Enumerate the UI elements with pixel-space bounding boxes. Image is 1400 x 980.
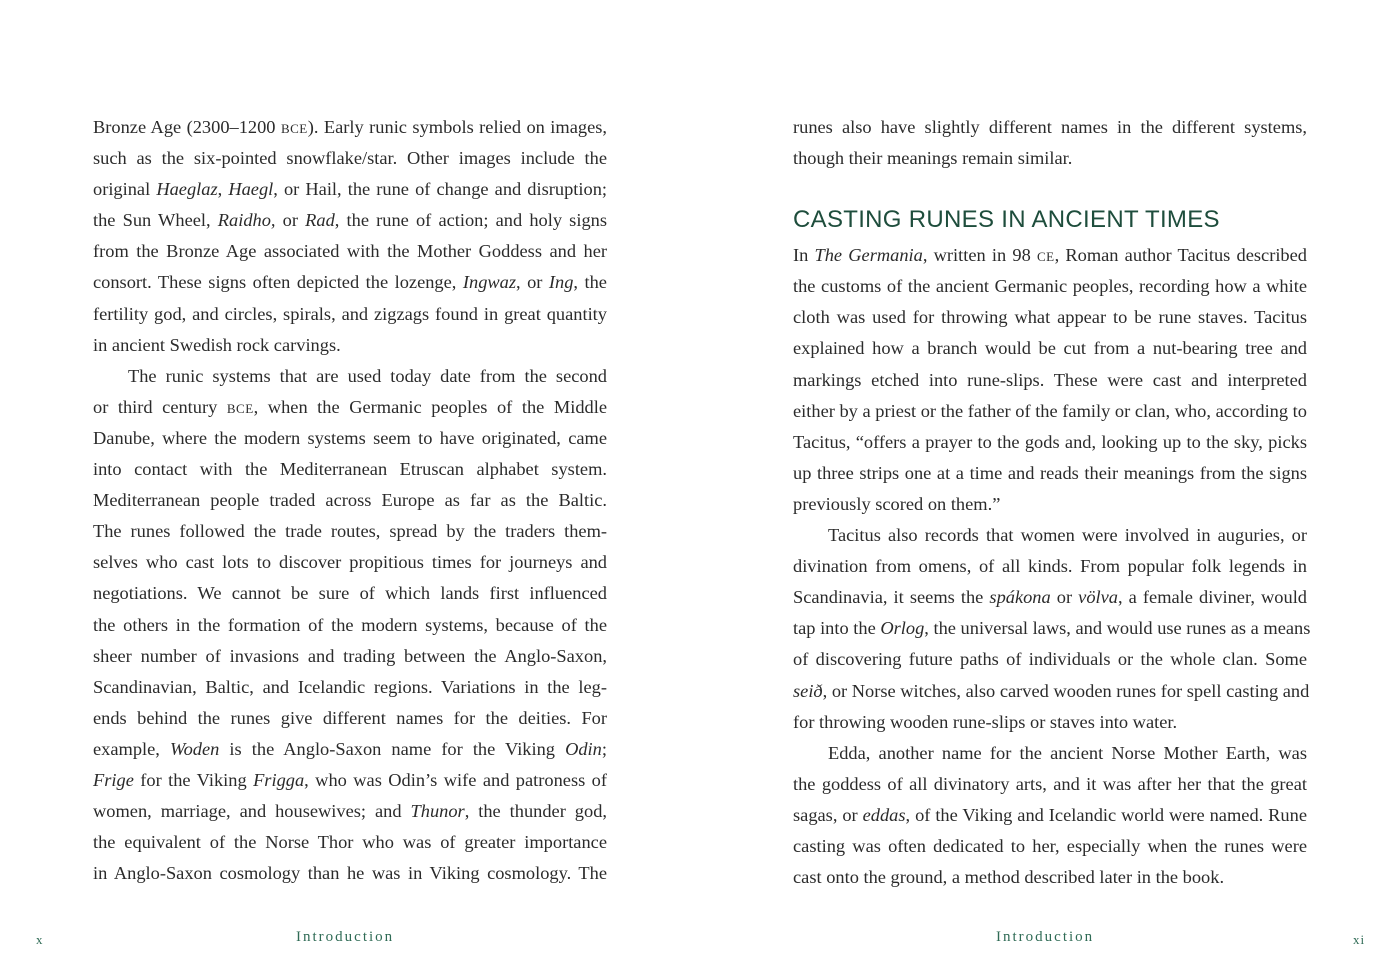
right-body-text [793, 112, 1311, 893]
right-text-line: tap into the Orlog, the universal laws, and would use runes as a means [793, 618, 1311, 639]
italic-term: Frigga [253, 769, 305, 790]
left-text-line: example, Woden is the Anglo-Saxon name for the Viking Odin; [93, 738, 607, 759]
right-text-line: Scandinavia, it seems the spákona or völva, a female diviner, would [793, 587, 1308, 608]
left-body-text [93, 112, 607, 889]
left-text-line: consort. These signs often depicted the lozenge, Ingwaz, or Ing, the [93, 272, 607, 293]
left-text-line: in Anglo-Saxon cosmology than he was in Viking cosmology. The [93, 863, 607, 884]
right-text-line: for throwing wooden rune-slips or staves into water. [793, 711, 1178, 732]
right-text-line: divination from omens, of all kinds. From popular folk legends in [793, 556, 1307, 577]
right-page [700, 0, 1400, 980]
italic-term: Odin [565, 738, 602, 759]
right-text-line: Tacitus also records that women were involved in auguries, or [828, 525, 1307, 546]
left-text-line: fertility god, and circles, spirals, and zigzags found in great quantity [93, 303, 607, 324]
right-text-line: seið, or Norse witches, also carved wooden runes for spell casting and [793, 680, 1310, 701]
italic-term: Woden [169, 738, 220, 759]
italic-term: Ing [548, 272, 574, 293]
era-abbreviation: ce [1036, 245, 1055, 266]
italic-term: Haegl [228, 179, 274, 200]
left-running-footer: Introduction [296, 929, 395, 945]
left-text-line: The runes followed the trade routes, spread by the traders them- [93, 521, 607, 542]
italic-term: spákona [989, 587, 1051, 608]
right-text-line: up three strips one at a time and reads their meanings from the signs [793, 462, 1307, 483]
left-text-line: the equivalent of the Norse Thor who was of greater importance [93, 832, 607, 853]
left-text-line: Danube, where the modern systems seem to have originated, came [93, 427, 607, 448]
left-text-line: women, marriage, and housewives; and Thunor, the thunder god, [93, 801, 607, 822]
right-text-line: markings etched into rune-slips. These were cast and interpreted [793, 369, 1307, 390]
italic-term: Ingwaz [462, 272, 517, 293]
left-text-line: selves who cast lots to discover propitious times for journeys and [93, 552, 607, 573]
left-text-line: into contact with the Mediterranean Etruscan alphabet system. [93, 459, 607, 480]
right-running-footer: Introduction [996, 929, 1095, 945]
right-text-line: cloth was used for throwing what appear to be rune staves. Tacitus [793, 307, 1307, 328]
left-text-line: negotiations. We cannot be sure of which lands first influenced [93, 583, 607, 604]
right-text-line: In The Germania, written in 98 ce, Roman author Tacitus described [793, 245, 1307, 266]
right-text-line: Tacitus, “offers a prayer to the gods and, looking up to the sky, picks [793, 431, 1307, 452]
italic-term: Frige [93, 769, 134, 790]
left-text-line: or third century bce, when the Germanic peoples of the Middle [93, 396, 607, 417]
right-text-line: casting was often dedicated to her, especially when the runes were [793, 835, 1307, 856]
right-text-line: runes also have slightly different names in the different systems, [793, 117, 1307, 137]
right-section-body [793, 240, 1311, 893]
italic-term: Haeglaz [156, 179, 218, 200]
left-text-line: Scandinavian, Baltic, and Icelandic regions. Variations in the leg- [93, 676, 607, 697]
right-text-line: cast onto the ground, a method described later in the book. [793, 867, 1225, 888]
italic-term: Orlog [880, 618, 925, 639]
era-abbreviation: bce [226, 396, 254, 417]
right-text-line: sagas, or eddas, of the Viking and Icelandic world were named. Rune [793, 804, 1307, 825]
italic-term: seið [793, 680, 823, 701]
right-text-line: Edda, another name for the ancient Norse Mother Earth, was [828, 742, 1307, 763]
right-text-line: of discovering future paths of individuals or the whole clan. Some [793, 649, 1307, 670]
right-text-line: explained how a branch would be cut from a nut-bearing tree and [793, 338, 1307, 359]
right-text-line: the customs of the ancient Germanic peoples, recording how a white [793, 276, 1307, 297]
italic-term: Thunor [410, 801, 465, 822]
left-text-line: the Sun Wheel, Raidho, or Rad, the rune of action; and holy signs [93, 210, 607, 231]
left-text-line: original Haeglaz, Haegl, or Hail, the rune of change and disruption; [93, 179, 607, 200]
left-text-line: Mediterranean people traded across Europe as far as the Baltic. [93, 490, 607, 511]
right-text-line: either by a priest or the father of the family or clan, who, according to [793, 400, 1307, 421]
italic-term: völva [1078, 587, 1118, 608]
left-text-line: in ancient Swedish rock carvings. [93, 334, 341, 355]
left-text-line: from the Bronze Age associated with the Mother Goddess and her [93, 241, 607, 262]
right-continued-paragraph [793, 112, 1307, 174]
left-text-line: Frige for the Viking Frigga, who was Odin’s wife and patroness of [93, 769, 607, 790]
left-text-line: such as the six-pointed snowflake/star. Other images include the [93, 148, 607, 169]
left-text-line: ends behind the runes give different names for the deities. For [93, 707, 607, 728]
left-text-line: Bronze Age (2300–1200 bce). Early runic symbols relied on images, [93, 117, 608, 137]
left-text-line: The runic systems that are used today date from the second [128, 365, 607, 386]
left-text-line: the others in the formation of the modern systems, because of the [93, 614, 607, 635]
italic-term: Raidho, [217, 210, 276, 231]
section-heading: CASTING RUNES IN ANCIENT TIMES [793, 206, 1220, 234]
era-abbreviation: bce [280, 117, 308, 137]
italic-term: Rad [305, 210, 335, 231]
right-text-line: the goddess of all divinatory arts, and it was after her that the great [793, 773, 1307, 794]
italic-term: eddas [862, 804, 906, 825]
right-text-line: though their meanings remain similar. [793, 148, 1073, 169]
italic-term: The Germania [814, 245, 923, 266]
right-text-line: previously scored on them.” [793, 493, 1001, 514]
left-text-line: sheer number of invasions and trading between the Anglo-Saxon, [93, 645, 607, 666]
left-folio: x [36, 932, 44, 947]
right-folio: xi [1353, 932, 1366, 947]
